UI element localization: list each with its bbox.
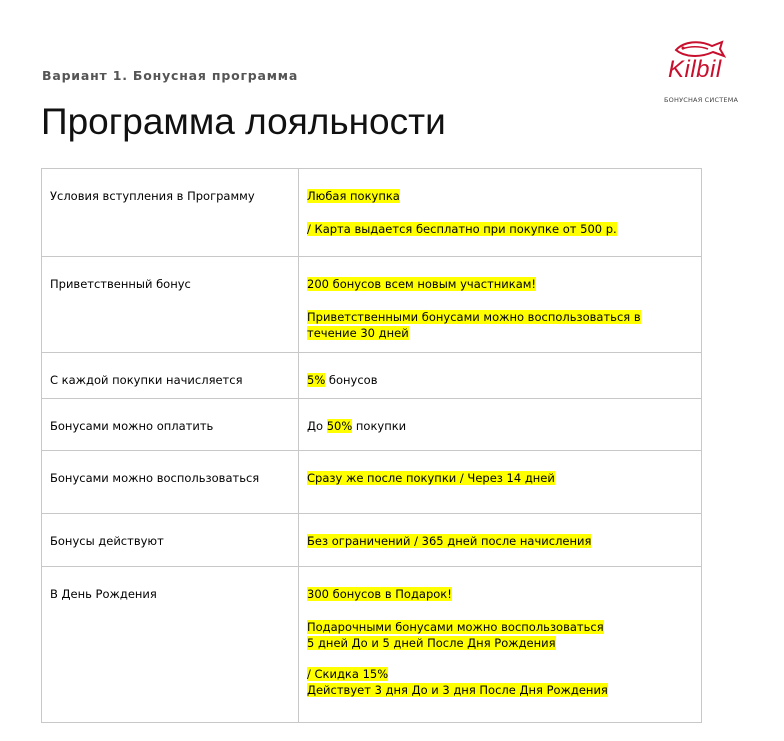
table-row bbox=[42, 169, 702, 257]
kilbil-logo bbox=[660, 38, 740, 106]
row-value bbox=[299, 169, 702, 257]
row-label: С каждой покупки начисляется bbox=[42, 353, 299, 399]
highlighted-text: 300 бонусов в Подарок! bbox=[307, 587, 452, 601]
table-row bbox=[42, 567, 702, 723]
logo-wordmark: Kilbil bbox=[668, 56, 722, 83]
table-row bbox=[42, 514, 702, 567]
table-row bbox=[42, 451, 702, 514]
row-label: Условия вступления в Программу bbox=[42, 169, 299, 257]
highlighted-text: Любая покупка bbox=[307, 189, 400, 203]
row-value bbox=[299, 514, 702, 567]
row-value bbox=[299, 451, 702, 514]
row-label: Бонусами можно воспользоваться bbox=[42, 451, 299, 514]
logo-tagline: БОНУСНАЯ СИСТЕМА bbox=[664, 96, 739, 104]
row-value-text: До bbox=[307, 419, 327, 433]
row-value bbox=[299, 257, 702, 353]
highlighted-text: / Карта выдается бесплатно при покупке от 500 р. bbox=[307, 222, 617, 236]
highlighted-text: 5 дней До и 5 дней После Дня Рождения bbox=[307, 636, 556, 650]
highlighted-text: 50% bbox=[326, 419, 353, 433]
highlighted-text: 200 бонусов всем новым участникам! bbox=[307, 277, 537, 291]
highlighted-text: / Скидка 15% bbox=[307, 667, 389, 681]
table-row bbox=[42, 399, 702, 451]
highlighted-text: Сразу же после покупки / Через 14 дней bbox=[307, 471, 555, 485]
highlighted-text: Подарочными бонусами можно воспользоваться bbox=[307, 620, 604, 634]
document-subtitle: Вариант 1. Бонусная программа bbox=[42, 68, 299, 83]
highlighted-text: Без ограничений / 365 дней после начисления bbox=[307, 534, 592, 548]
loyalty-table bbox=[41, 168, 702, 723]
row-value bbox=[299, 353, 702, 399]
table-row bbox=[42, 257, 702, 353]
page-title: Программа лояльности bbox=[41, 101, 446, 142]
row-value bbox=[299, 567, 702, 723]
highlighted-text: 5% bbox=[307, 373, 326, 387]
row-label: Бонусами можно оплатить bbox=[42, 399, 299, 451]
table-row bbox=[42, 353, 702, 399]
row-value bbox=[299, 399, 702, 451]
highlighted-text: Действует 3 дня До и 3 дня После Дня Рождения bbox=[307, 683, 608, 697]
row-label: Приветственный бонус bbox=[42, 257, 299, 353]
row-value-text: покупки bbox=[352, 419, 407, 433]
row-label: В День Рождения bbox=[42, 567, 299, 723]
row-value-text: бонусов bbox=[325, 373, 378, 387]
highlighted-text: Приветственными бонусами можно воспользоваться в течение 30 дней bbox=[307, 310, 641, 340]
row-label: Бонусы действуют bbox=[42, 514, 299, 567]
